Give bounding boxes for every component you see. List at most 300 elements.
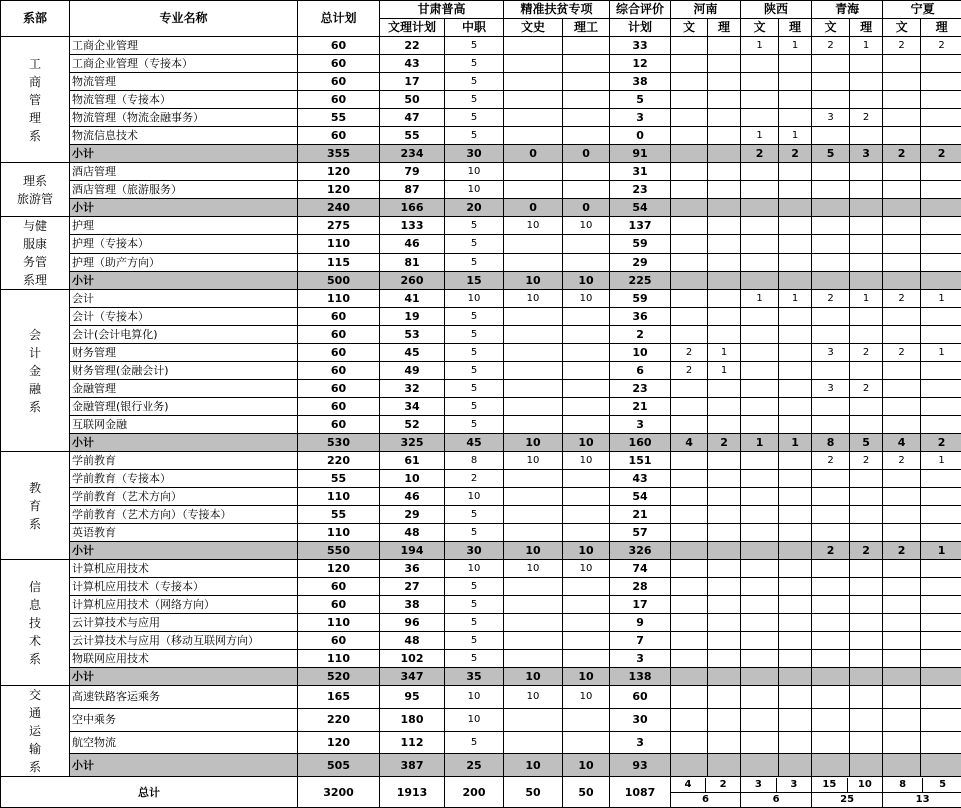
cell-ws: 10 (504, 452, 563, 470)
cell-hn-w (671, 181, 708, 199)
cell-ws (504, 416, 563, 434)
cell-sx-l (779, 596, 812, 614)
table-row (1, 326, 961, 344)
cell-sx-w (741, 452, 779, 470)
cell-nx-w (883, 560, 921, 578)
header-qinghai-li: 理 (850, 19, 883, 37)
cell-sx-w (741, 470, 779, 488)
cell-hn-w (671, 271, 708, 289)
cell-hn-l (708, 253, 741, 271)
cell-wl: 260 (380, 271, 445, 289)
cell-qh-l: 1 (850, 290, 883, 308)
table-row (1, 163, 961, 181)
cell-total: 60 (298, 91, 380, 109)
cell-qh-w (812, 650, 850, 668)
major-name: 计算机应用技术（专接本） (70, 578, 298, 596)
table-row (1, 37, 961, 55)
cell-qh-w (812, 614, 850, 632)
cell-hn-w (671, 145, 708, 163)
cell-sx-l (779, 614, 812, 632)
cell-zz: 5 (445, 37, 504, 55)
cell-qh-w (812, 91, 850, 109)
dept-name-part: 输 (5, 740, 65, 758)
cell-sx-w (741, 524, 779, 542)
grand-total-ningxia (883, 777, 961, 808)
cell-ws (504, 55, 563, 73)
dept-name (1, 452, 70, 560)
cell-comp: 33 (610, 37, 671, 55)
subtotal-label: 小计 (70, 668, 298, 686)
cell-zz: 5 (445, 362, 504, 380)
cell-ws (504, 578, 563, 596)
cell-nx-l (921, 686, 961, 709)
cell-qh-l (850, 708, 883, 731)
table-row (1, 398, 961, 416)
cell-hn-l (708, 614, 741, 632)
cell-zz: 10 (445, 163, 504, 181)
cell-hn-w (671, 308, 708, 326)
dept-name-part: 工 (5, 55, 65, 73)
grand-total-ningxia-sum: 13 (883, 793, 961, 807)
dept-name-part: 理 (5, 109, 65, 127)
cell-total: 110 (298, 614, 380, 632)
cell-qh-l (850, 416, 883, 434)
grand-total-total: 3200 (298, 777, 380, 808)
cell-nx-l (921, 470, 961, 488)
major-name: 财务管理(金融会计) (70, 362, 298, 380)
cell-wl: 27 (380, 578, 445, 596)
cell-nx-w (883, 632, 921, 650)
cell-qh-w (812, 271, 850, 289)
table-row (1, 452, 961, 470)
cell-hn-l: 2 (708, 434, 741, 452)
cell-hn-w (671, 91, 708, 109)
cell-qh-w (812, 253, 850, 271)
cell-qh-l: 1 (850, 37, 883, 55)
cell-qh-l (850, 398, 883, 416)
cell-nx-w (883, 650, 921, 668)
major-name: 物联网应用技术 (70, 650, 298, 668)
cell-nx-l (921, 235, 961, 253)
cell-nx-l (921, 506, 961, 524)
cell-total: 60 (298, 308, 380, 326)
table-row (1, 686, 961, 709)
cell-ws (504, 37, 563, 55)
cell-hn-l (708, 560, 741, 578)
cell-comp: 138 (610, 668, 671, 686)
cell-sx-l (779, 109, 812, 127)
cell-wl: 45 (380, 344, 445, 362)
dept-name (1, 163, 70, 217)
cell-sx-l (779, 668, 812, 686)
cell-sx-l (779, 380, 812, 398)
cell-qh-w (812, 398, 850, 416)
cell-hn-w (671, 326, 708, 344)
cell-total: 60 (298, 398, 380, 416)
cell-nx-w (883, 308, 921, 326)
cell-total: 550 (298, 542, 380, 560)
cell-sx-w (741, 199, 779, 217)
cell-nx-l (921, 754, 961, 777)
subtotal-row (1, 434, 961, 452)
cell-lg (563, 163, 610, 181)
major-name: 互联网金融 (70, 416, 298, 434)
table-row (1, 290, 961, 308)
cell-wl: 180 (380, 708, 445, 731)
major-name: 航空物流 (70, 731, 298, 754)
cell-qh-l (850, 181, 883, 199)
cell-sx-w: 1 (741, 434, 779, 452)
cell-nx-l (921, 199, 961, 217)
cell-hn-l (708, 542, 741, 560)
cell-hn-w (671, 560, 708, 578)
cell-hn-l (708, 37, 741, 55)
cell-lg (563, 362, 610, 380)
cell-zz: 5 (445, 235, 504, 253)
cell-nx-l (921, 560, 961, 578)
cell-sx-l (779, 650, 812, 668)
cell-lg (563, 596, 610, 614)
cell-total: 110 (298, 524, 380, 542)
cell-sx-w (741, 235, 779, 253)
cell-total: 220 (298, 452, 380, 470)
cell-qh-w (812, 596, 850, 614)
cell-sx-l: 1 (779, 37, 812, 55)
cell-qh-w (812, 127, 850, 145)
cell-lg (563, 731, 610, 754)
cell-sx-l (779, 470, 812, 488)
cell-nx-l (921, 55, 961, 73)
cell-qh-w (812, 55, 850, 73)
cell-hn-w (671, 55, 708, 73)
cell-sx-l (779, 362, 812, 380)
cell-wl: 22 (380, 37, 445, 55)
cell-qh-l (850, 91, 883, 109)
cell-lg: 10 (563, 217, 610, 235)
cell-hn-l (708, 127, 741, 145)
cell-nx-w (883, 55, 921, 73)
cell-ws: 10 (504, 271, 563, 289)
cell-zz: 5 (445, 91, 504, 109)
cell-nx-l: 1 (921, 452, 961, 470)
cell-lg: 0 (563, 145, 610, 163)
table-row (1, 524, 961, 542)
header-poverty: 精准扶贫专项 (504, 1, 610, 19)
cell-zz: 5 (445, 326, 504, 344)
cell-hn-w (671, 398, 708, 416)
table-row (1, 506, 961, 524)
cell-sx-w (741, 91, 779, 109)
cell-hn-l (708, 145, 741, 163)
cell-hn-l (708, 632, 741, 650)
cell-nx-w (883, 362, 921, 380)
table-row (1, 614, 961, 632)
cell-wl: 79 (380, 163, 445, 181)
cell-nx-w (883, 708, 921, 731)
cell-nx-w (883, 326, 921, 344)
cell-comp: 93 (610, 754, 671, 777)
table-row (1, 380, 961, 398)
dept-name-part: 管 (5, 91, 65, 109)
major-name: 高速铁路客运乘务 (70, 686, 298, 709)
cell-sx-w (741, 668, 779, 686)
subtotal-label: 小计 (70, 145, 298, 163)
cell-nx-l (921, 668, 961, 686)
cell-nx-w (883, 578, 921, 596)
cell-lg: 10 (563, 668, 610, 686)
major-name: 空中乘务 (70, 708, 298, 731)
cell-nx-l: 1 (921, 542, 961, 560)
cell-hn-l (708, 650, 741, 668)
cell-nx-w: 4 (883, 434, 921, 452)
cell-ws (504, 708, 563, 731)
major-name: 工商企业管理（专接本） (70, 55, 298, 73)
grand-total-zz: 200 (445, 777, 504, 808)
cell-nx-w (883, 380, 921, 398)
dept-name-part: 计 (5, 344, 65, 362)
cell-qh-w: 2 (812, 452, 850, 470)
cell-sx-l (779, 199, 812, 217)
cell-hn-w (671, 452, 708, 470)
cell-sx-w (741, 686, 779, 709)
header-dept: 系部 (1, 1, 70, 37)
cell-comp: 59 (610, 235, 671, 253)
table-row (1, 181, 961, 199)
major-name: 英语教育 (70, 524, 298, 542)
cell-qh-w (812, 326, 850, 344)
cell-lg: 10 (563, 290, 610, 308)
cell-lg (563, 55, 610, 73)
cell-qh-w (812, 488, 850, 506)
cell-wl: 234 (380, 145, 445, 163)
major-name: 酒店管理（旅游服务） (70, 181, 298, 199)
cell-qh-w (812, 470, 850, 488)
cell-hn-w (671, 686, 708, 709)
subtotal-row (1, 754, 961, 777)
cell-sx-l: 1 (779, 127, 812, 145)
cell-qh-w (812, 73, 850, 91)
cell-ws (504, 650, 563, 668)
cell-qh-l (850, 199, 883, 217)
cell-zz: 5 (445, 596, 504, 614)
major-name: 财务管理 (70, 344, 298, 362)
cell-ws (504, 470, 563, 488)
subtotal-label: 小计 (70, 434, 298, 452)
table-row (1, 73, 961, 91)
cell-nx-l (921, 362, 961, 380)
cell-nx-l: 2 (921, 145, 961, 163)
cell-nx-w (883, 253, 921, 271)
cell-wl: 133 (380, 217, 445, 235)
header-shaanxi-wen: 文 (741, 19, 779, 37)
cell-comp: 23 (610, 181, 671, 199)
cell-total: 115 (298, 253, 380, 271)
cell-sx-w (741, 181, 779, 199)
header-comp: 综合评价 (610, 1, 671, 19)
cell-zz: 5 (445, 578, 504, 596)
cell-qh-w (812, 362, 850, 380)
subtotal-label: 小计 (70, 199, 298, 217)
cell-sx-w (741, 488, 779, 506)
major-name: 护理 (70, 217, 298, 235)
cell-hn-w (671, 524, 708, 542)
cell-comp: 31 (610, 163, 671, 181)
cell-hn-w (671, 109, 708, 127)
cell-zz: 5 (445, 506, 504, 524)
cell-total: 110 (298, 235, 380, 253)
cell-hn-w (671, 506, 708, 524)
cell-ws (504, 380, 563, 398)
cell-sx-l (779, 632, 812, 650)
cell-zz: 5 (445, 109, 504, 127)
cell-qh-w (812, 235, 850, 253)
cell-lg (563, 380, 610, 398)
table-row (1, 308, 961, 326)
cell-hn-l (708, 271, 741, 289)
cell-lg (563, 73, 610, 91)
cell-nx-w: 2 (883, 37, 921, 55)
cell-sx-w (741, 596, 779, 614)
cell-wl: 102 (380, 650, 445, 668)
cell-nx-l (921, 708, 961, 731)
cell-qh-w: 3 (812, 380, 850, 398)
cell-sx-w (741, 271, 779, 289)
cell-hn-w (671, 542, 708, 560)
cell-comp: 57 (610, 524, 671, 542)
cell-sx-l (779, 163, 812, 181)
grand-total-shaanxi-li: 3 (777, 778, 812, 792)
cell-sx-l (779, 271, 812, 289)
cell-ws: 10 (504, 668, 563, 686)
header-gansu-zz: 中职 (445, 19, 504, 37)
table-row (1, 127, 961, 145)
header-qinghai: 青海 (812, 1, 883, 19)
cell-hn-l (708, 470, 741, 488)
cell-qh-w (812, 199, 850, 217)
cell-ws (504, 91, 563, 109)
cell-qh-w (812, 181, 850, 199)
cell-comp: 9 (610, 614, 671, 632)
cell-sx-l (779, 506, 812, 524)
grand-total-comp: 1087 (610, 777, 671, 808)
cell-nx-w (883, 199, 921, 217)
cell-sx-l (779, 73, 812, 91)
cell-lg (563, 326, 610, 344)
cell-hn-w (671, 488, 708, 506)
header-gansu: 甘肃普高 (380, 1, 504, 19)
table-row (1, 362, 961, 380)
dept-name-part: 融 (5, 380, 65, 398)
cell-sx-w: 1 (741, 37, 779, 55)
cell-total: 500 (298, 271, 380, 289)
cell-qh-l (850, 731, 883, 754)
grand-total-shaanxi-wen: 3 (741, 778, 777, 792)
cell-qh-l (850, 271, 883, 289)
cell-hn-l (708, 668, 741, 686)
cell-sx-l (779, 560, 812, 578)
cell-nx-l (921, 380, 961, 398)
major-name: 学前教育（艺术方向） (70, 488, 298, 506)
grand-total-qinghai-sum: 25 (812, 793, 882, 807)
cell-nx-w: 2 (883, 290, 921, 308)
header-ningxia: 宁夏 (883, 1, 961, 19)
dept-name-part: 通 (5, 704, 65, 722)
cell-hn-l (708, 235, 741, 253)
cell-comp: 12 (610, 55, 671, 73)
cell-hn-l (708, 290, 741, 308)
dept-name-part: 信 (5, 578, 65, 596)
cell-hn-l (708, 73, 741, 91)
cell-zz: 45 (445, 434, 504, 452)
cell-nx-l (921, 109, 961, 127)
cell-wl: 17 (380, 73, 445, 91)
subtotal-row (1, 145, 961, 163)
cell-wl: 166 (380, 199, 445, 217)
cell-nx-l: 1 (921, 290, 961, 308)
cell-ws (504, 614, 563, 632)
major-name: 护理（助产方向） (70, 253, 298, 271)
cell-qh-w: 5 (812, 145, 850, 163)
cell-nx-w (883, 235, 921, 253)
cell-comp: 3 (610, 109, 671, 127)
cell-lg (563, 398, 610, 416)
cell-wl: 347 (380, 668, 445, 686)
cell-sx-l (779, 253, 812, 271)
cell-total: 60 (298, 632, 380, 650)
cell-sx-l (779, 344, 812, 362)
cell-qh-l (850, 163, 883, 181)
cell-sx-w: 1 (741, 127, 779, 145)
major-name: 计算机应用技术（网络方向） (70, 596, 298, 614)
dept-name-part: 金 (5, 362, 65, 380)
cell-qh-w: 2 (812, 542, 850, 560)
major-name: 物流管理（物流金融事务） (70, 109, 298, 127)
cell-hn-w (671, 650, 708, 668)
cell-total: 110 (298, 650, 380, 668)
cell-wl: 43 (380, 55, 445, 73)
cell-nx-w (883, 181, 921, 199)
cell-sx-l (779, 217, 812, 235)
cell-hn-w (671, 37, 708, 55)
cell-wl: 46 (380, 235, 445, 253)
dept-name-part: 系 (5, 515, 65, 533)
dept-name-part: 服康 (5, 235, 65, 253)
cell-qh-l: 2 (850, 109, 883, 127)
cell-zz: 5 (445, 380, 504, 398)
cell-zz: 10 (445, 488, 504, 506)
table-row (1, 91, 961, 109)
cell-hn-w (671, 754, 708, 777)
cell-sx-w (741, 578, 779, 596)
cell-qh-w (812, 163, 850, 181)
cell-qh-w: 8 (812, 434, 850, 452)
cell-hn-l (708, 524, 741, 542)
header-ningxia-li: 理 (921, 19, 961, 37)
cell-qh-w (812, 506, 850, 524)
cell-lg (563, 506, 610, 524)
cell-hn-w (671, 416, 708, 434)
cell-sx-l (779, 524, 812, 542)
cell-nx-l: 1 (921, 344, 961, 362)
cell-sx-l (779, 91, 812, 109)
cell-sx-w (741, 542, 779, 560)
cell-hn-l (708, 217, 741, 235)
table-row (1, 708, 961, 731)
cell-qh-w: 2 (812, 37, 850, 55)
cell-lg (563, 91, 610, 109)
cell-hn-l: 1 (708, 362, 741, 380)
cell-ws (504, 506, 563, 524)
